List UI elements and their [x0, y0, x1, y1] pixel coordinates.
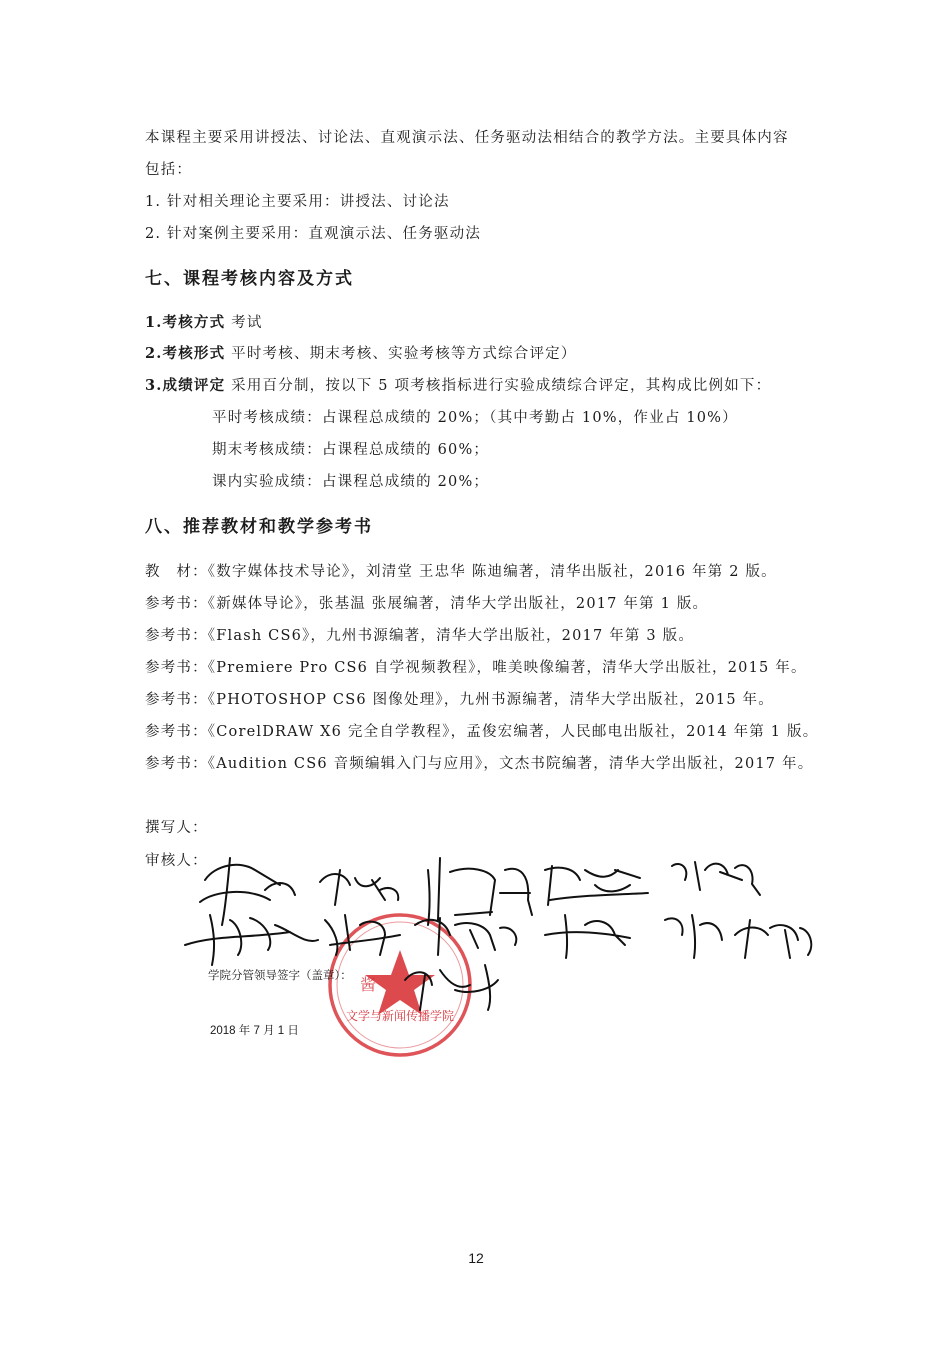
svg-text:酱: 酱: [360, 975, 377, 994]
book-entry: 参考书：《新媒体导论》，张基温 张展编著，清华大学出版社，2017 年第 1 版。: [145, 596, 709, 612]
seal-text: 文学与新闻传播学院: [345, 1009, 455, 1023]
intro-line-2: 包括：: [145, 162, 193, 178]
intro-item-1: 1. 针对相关理论主要采用：讲授法、讨论法: [145, 194, 450, 210]
book-entry: 参考书：《CorelDRAW X6 完全自学教程》，孟俊宏编著，人民邮电出版社，2014 年第 1 版。: [145, 724, 819, 740]
page-number: 12: [468, 1250, 484, 1266]
section-7-title: 七、课程考核内容及方式: [145, 269, 354, 289]
assessment-form-value: 平时考核、期末考核、实验考核等方式综合评定）: [231, 346, 577, 362]
assessment-form-label: 2.考核形式: [145, 345, 226, 362]
grade-item: 平时考核成绩：占课程总成绩的 20%；（其中考勤占 10%，作业占 10%）: [212, 410, 738, 426]
intro-line-1: 本课程主要采用讲授法、讨论法、直观演示法、任务驱动法相结合的教学方法。主要具体内容: [145, 130, 789, 146]
reviewer-label: 审核人：: [145, 853, 208, 869]
signature-8: [415, 918, 516, 955]
book-entry: 教 材：《数字媒体技术导论》，刘清堂 王忠华 陈迪编著，清华出版社，2016 年第 2 版。: [145, 564, 777, 580]
book-entry: 参考书：《Flash CS6》，九州书源编著，清华大学出版社，2017 年第 3 版。: [145, 628, 695, 644]
signature-4: [545, 866, 648, 905]
signature-10: [665, 915, 722, 958]
signature-11: [735, 920, 811, 958]
assessment-method-value: 考试: [231, 315, 263, 331]
book-entry: 参考书：《Premiere Pro CS6 自学视频教程》，唯美映像编著，清华大学出版社，2015 年。: [145, 660, 807, 676]
section-8-title: 八、推荐教材和教学参考书: [145, 517, 373, 537]
assessment-method-label: 1.考核方式: [145, 314, 226, 331]
book-entry: 参考书：《PHOTOSHOP CS6 图像处理》，九州书源编著，清华大学出版社，2015 年。: [145, 692, 774, 708]
signature-6: [185, 915, 318, 965]
signature-leader: [405, 965, 498, 1010]
signature-3: [428, 858, 532, 925]
intro-item-2: 2. 针对案例主要采用：直观演示法、任务驱动法: [145, 226, 482, 242]
signature-7: [325, 915, 400, 955]
leader-signature-label: 学院分管领导签字（盖章）：: [208, 970, 352, 982]
grade-evaluation-value: 采用百分制，按以下 5 项考核指标进行实验成绩综合评定，其构成比例如下：: [231, 378, 772, 394]
writer-label: 撰写人：: [145, 820, 208, 836]
book-entry: 参考书：《Audition CS6 音频编辑入门与应用》，文杰书院编著，清华大学出版社，2017 年。: [145, 756, 814, 772]
grade-evaluation-label: 3.成绩评定: [145, 377, 226, 394]
grade-item: 课内实验成绩：占课程总成绩的 20%；: [212, 474, 490, 490]
signature-1: [200, 858, 295, 925]
signature-5: [672, 862, 760, 895]
signature-2: [320, 870, 398, 905]
signature-9: [545, 915, 630, 958]
grade-item: 期末考核成绩：占课程总成绩的 60%；: [212, 442, 490, 458]
sign-date: 2018 年 7 月 1 日: [210, 1025, 299, 1037]
